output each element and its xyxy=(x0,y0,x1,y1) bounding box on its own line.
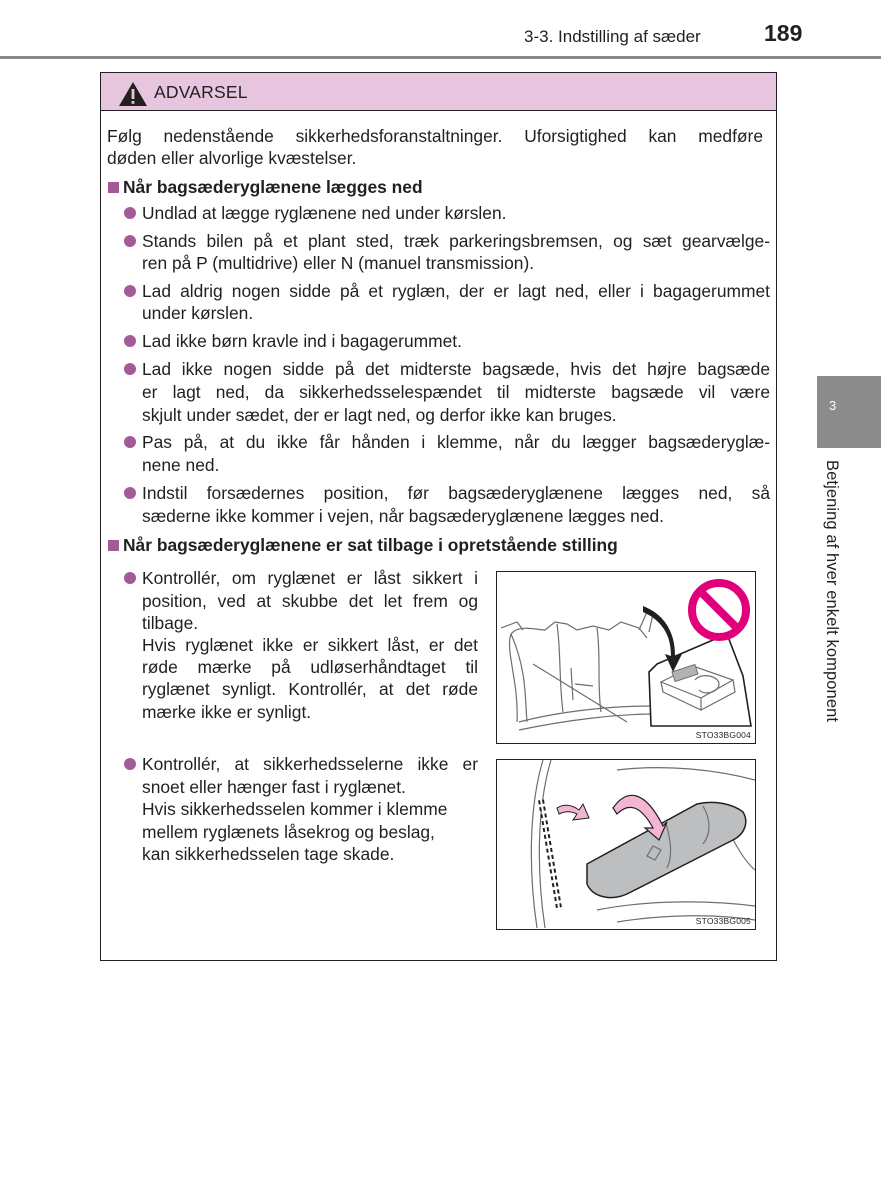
check-belt-line-3: Hvis sikkerhedsselen kommer i klemme xyxy=(142,799,448,819)
bullet-6-line-1: Pas på, at du ikke får hånden i klemme, når du lægger bagsæderyglæ- xyxy=(142,432,770,452)
check-lock-line-7: mærke ikke er synligt. xyxy=(142,702,312,722)
section-heading-folding: Når bagsæderyglænene lægges ned xyxy=(108,176,423,199)
bullet-5-line-2: er lagt ned, da sikkerhedsselespændet til midterste bagsæde vil være xyxy=(142,382,770,402)
section-heading-upright: Når bagsæderyglænene er sat tilbage i opretstående stilling xyxy=(108,534,618,557)
bullet-4-line-1: Lad ikke børn kravle ind i bagagerummet. xyxy=(142,331,462,351)
figure-code: STO33BG004 xyxy=(695,730,751,740)
check-lock-line-5: røde mærke på udløserhåndtaget til xyxy=(142,657,478,677)
check-lock-line-4: Hvis ryglænet ikke er sikkert låst, er det xyxy=(142,635,478,655)
bullet-dot-icon xyxy=(124,207,136,219)
figure-code: STO33BG005 xyxy=(695,916,751,926)
check-lock-line-2: position, ved at skubbe det let frem og xyxy=(142,591,478,611)
figure-release-lever xyxy=(496,571,756,744)
warning-title: ADVARSEL xyxy=(154,82,248,102)
bullet-dot-icon xyxy=(124,487,136,499)
intro-line-2: døden eller alvorlige kvæstelser. xyxy=(107,148,357,168)
chapter-title: Betjening af hver enkelt komponent xyxy=(823,460,841,723)
chapter-number: 3 xyxy=(829,398,837,413)
seat-belt-illustration xyxy=(497,760,755,929)
bullet-dot-icon xyxy=(124,235,136,247)
intro-line-1: Følg nedenstående sikkerhedsforanstaltninger. Uforsigtighed kan medføre xyxy=(107,126,763,146)
bullet-dot-icon xyxy=(124,436,136,448)
check-lock-line-6: ryglænet synligt. Kontrollér, at det røde xyxy=(142,679,478,699)
bullet-dot-icon xyxy=(124,285,136,297)
bullet-1-line-1: Undlad at lægge ryglænene ned under kørslen. xyxy=(142,203,507,223)
warning-header xyxy=(101,73,776,111)
check-belt-line-2: snoet eller hænger fast i ryglænet. xyxy=(142,777,406,797)
bullet-dot-icon xyxy=(124,758,136,770)
bullet-7-line-2: sæderne ikke kommer i vejen, når bagsæderyglænene lægges ned. xyxy=(142,506,664,526)
bullet-dot-icon xyxy=(124,363,136,375)
warning-triangle-icon xyxy=(118,81,148,107)
check-belt-line-4: mellem ryglænets låsekrog og beslag, xyxy=(142,822,435,842)
section-title: 3-3. Indstilling af sæder xyxy=(524,27,701,46)
check-belt-line-1: Kontrollér, at sikkerhedsselerne ikke er xyxy=(142,754,478,774)
bullet-2-line-1: Stands bilen på et plant sted, træk parkeringsbremsen, og sæt gearvælge- xyxy=(142,231,770,251)
page-number: 189 xyxy=(764,20,803,46)
bullet-3-line-2: under kørslen. xyxy=(142,303,254,323)
chapter-tab[interactable] xyxy=(817,376,881,448)
check-belt-line-5: kan sikkerhedsselen tage skade. xyxy=(142,844,395,864)
figure-seat-belt xyxy=(496,759,756,930)
bullet-3-line-1: Lad aldrig nogen sidde på et ryglæn, der er lagt ned, eller i bagagerummet xyxy=(142,281,770,301)
check-lock-line-3: tilbage. xyxy=(142,613,199,633)
bullet-dot-icon xyxy=(124,335,136,347)
check-lock-line-1: Kontrollér, om ryglænet er låst sikkert i xyxy=(142,568,478,588)
square-bullet-icon xyxy=(108,182,119,193)
bullet-5-line-1: Lad ikke nogen sidde på det midterste bagsæde, hvis det højre bagsæde xyxy=(142,359,770,379)
bullet-2-line-2: ren på P (multidrive) eller N (manuel transmission). xyxy=(142,253,535,273)
bullet-dot-icon xyxy=(124,572,136,584)
square-bullet-icon xyxy=(108,540,119,551)
header-rule xyxy=(0,56,881,59)
bullet-6-line-2: nene ned. xyxy=(142,455,220,475)
bullet-5-line-3: skjult under sædet, der er lagt ned, og derfor ikke kan bruges. xyxy=(142,405,617,425)
seat-release-illustration xyxy=(497,572,755,743)
bullet-7-line-1: Indstil forsædernes position, før bagsæderyglænene lægges ned, så xyxy=(142,483,770,503)
